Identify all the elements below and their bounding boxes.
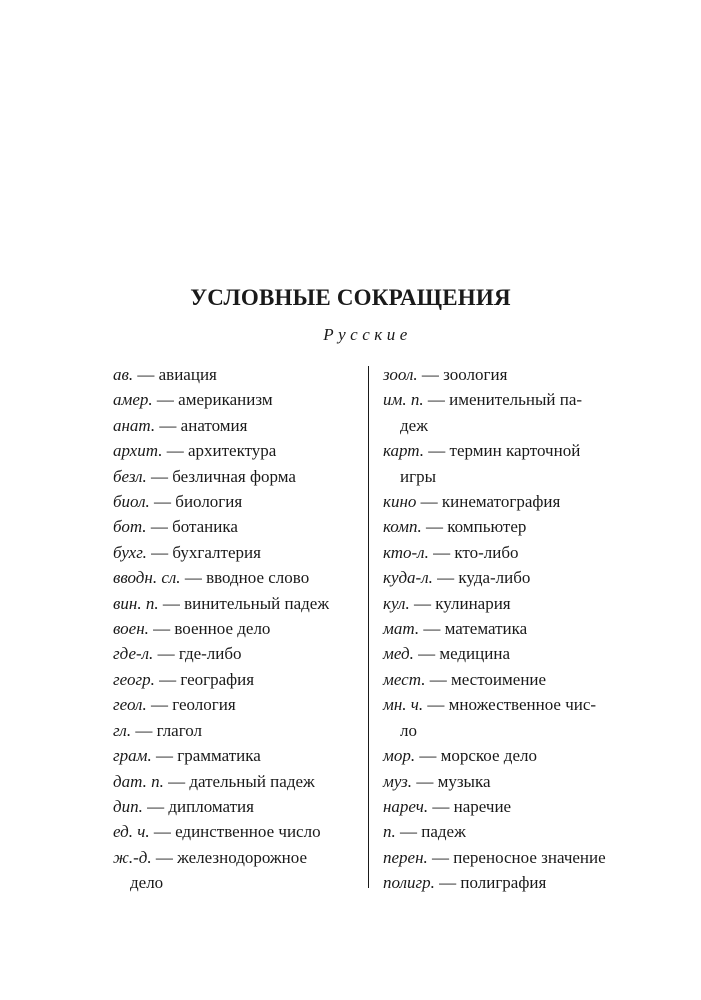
abbreviation-term: кул. bbox=[383, 593, 410, 613]
abbreviation-entry bbox=[113, 514, 355, 539]
dash-separator: — bbox=[162, 441, 188, 461]
abbreviation-entry bbox=[383, 438, 623, 463]
dash-separator: — bbox=[152, 390, 179, 410]
abbreviation-entry bbox=[383, 387, 623, 412]
abbreviation-meaning: множественное чис- bbox=[448, 695, 597, 715]
abbreviation-entry bbox=[113, 464, 355, 489]
abbreviation-term: карт. bbox=[383, 441, 425, 461]
abbreviation-entry bbox=[113, 845, 355, 870]
abbreviation-term: мест. bbox=[383, 669, 426, 689]
column-divider bbox=[368, 366, 369, 888]
dash-separator: — bbox=[151, 847, 178, 867]
abbreviation-meaning: военное дело bbox=[174, 619, 271, 639]
abbreviation-entry bbox=[383, 794, 623, 819]
dash-separator: — bbox=[158, 593, 185, 613]
abbreviation-meaning: архитектура bbox=[187, 441, 277, 461]
abbreviation-term: зоол. bbox=[383, 365, 418, 384]
abbreviation-entry bbox=[383, 743, 623, 768]
abbreviation-term: кто-л. bbox=[383, 542, 429, 562]
abbreviation-term: анат. bbox=[113, 415, 156, 435]
abbreviation-entry bbox=[383, 692, 623, 717]
abbreviation-term: мн. ч. bbox=[383, 695, 424, 715]
abbreviation-entry bbox=[113, 565, 355, 590]
abbreviation-meaning: полиграфия bbox=[460, 873, 547, 893]
abbreviation-meaning: математика bbox=[444, 619, 528, 639]
abbreviation-term: где-л. bbox=[113, 644, 154, 664]
abbreviation-entry bbox=[113, 718, 355, 743]
abbreviation-meaning: кулинария bbox=[435, 593, 511, 613]
abbreviation-term: ав. bbox=[113, 365, 134, 384]
abbreviation-term: бот. bbox=[113, 517, 147, 537]
dash-separator: — bbox=[415, 746, 441, 766]
dash-separator: — bbox=[423, 390, 450, 410]
abbreviation-term: геол. bbox=[113, 695, 147, 715]
dash-separator: — bbox=[153, 644, 179, 664]
dash-separator: — bbox=[154, 669, 181, 689]
abbreviation-meaning: медицина bbox=[439, 644, 510, 664]
abbreviation-entry bbox=[113, 692, 355, 717]
page-title: УСЛОВНЫЕ СОКРАЩЕНИЯ bbox=[190, 285, 511, 310]
dash-separator: — bbox=[155, 415, 181, 435]
abbreviation-meaning: куда-либо bbox=[458, 568, 531, 588]
abbreviation-entry bbox=[383, 362, 623, 387]
abbreviation-meaning: железнодорожное bbox=[177, 847, 308, 867]
abbreviation-meaning-continuation: дело bbox=[130, 873, 164, 893]
dash-separator: — bbox=[133, 365, 159, 384]
abbreviation-entry bbox=[383, 489, 623, 514]
abbreviation-term: гл. bbox=[113, 720, 132, 740]
abbreviation-entry bbox=[113, 667, 355, 692]
abbreviation-term: полигр. bbox=[383, 873, 435, 893]
abbreviation-meaning-continuation: игры bbox=[400, 466, 436, 486]
dash-separator: — bbox=[146, 695, 173, 715]
dash-separator: — bbox=[421, 517, 448, 537]
left-column bbox=[113, 362, 355, 896]
abbreviation-meaning: кто-либо bbox=[454, 542, 519, 562]
abbreviation-term: геогр. bbox=[113, 669, 155, 689]
abbreviation-meaning-continuation: ло bbox=[400, 720, 417, 740]
abbreviation-meaning: кинематография bbox=[441, 492, 561, 512]
abbreviation-meaning: бухгалтерия bbox=[172, 542, 261, 562]
abbreviation-entry bbox=[383, 870, 623, 895]
abbreviation-term: мор. bbox=[383, 746, 416, 766]
abbreviation-term: дат. п. bbox=[113, 771, 164, 791]
abbreviation-entry bbox=[113, 540, 355, 565]
abbreviation-meaning: наречие bbox=[453, 796, 512, 816]
abbreviation-term: мед. bbox=[383, 644, 414, 664]
abbreviation-entry bbox=[383, 845, 623, 870]
abbreviation-term: вин. п. bbox=[113, 593, 159, 613]
abbreviation-term: нареч. bbox=[383, 796, 429, 816]
abbreviation-meaning: местоимение bbox=[450, 669, 547, 689]
dash-separator: — bbox=[428, 796, 454, 816]
abbreviation-term: им. п. bbox=[383, 390, 424, 410]
dash-separator: — bbox=[424, 441, 450, 461]
dash-separator: — bbox=[149, 492, 176, 512]
dash-separator: — bbox=[163, 771, 190, 791]
dash-separator: — bbox=[142, 796, 169, 816]
abbreviation-term: вводн. сл. bbox=[113, 568, 181, 588]
abbreviation-meaning: дипломатия bbox=[168, 796, 254, 816]
abbreviation-entry bbox=[113, 413, 355, 438]
dash-separator: — bbox=[151, 746, 178, 766]
abbreviation-meaning: единственное число bbox=[175, 822, 321, 842]
abbreviation-meaning: безличная форма bbox=[172, 466, 296, 486]
abbreviation-term: дип. bbox=[113, 796, 143, 816]
abbreviation-entry bbox=[113, 387, 355, 412]
abbreviation-term: безл. bbox=[113, 466, 147, 486]
abbreviation-meaning: где-либо bbox=[178, 644, 242, 664]
abbreviation-term: муз. bbox=[383, 771, 413, 791]
section-subtitle: Русские bbox=[323, 325, 412, 344]
dash-separator: — bbox=[146, 542, 173, 562]
abbreviation-term: биол. bbox=[113, 492, 150, 512]
abbreviation-entry bbox=[383, 591, 623, 616]
dash-separator: — bbox=[395, 822, 422, 842]
dash-separator: — bbox=[146, 466, 173, 486]
abbreviation-term: перен. bbox=[383, 847, 428, 867]
abbreviation-meaning: вводное слово bbox=[206, 568, 310, 588]
abbreviation-meaning: именительный па- bbox=[449, 390, 583, 410]
abbreviation-meaning: геология bbox=[172, 695, 236, 715]
abbreviation-entry bbox=[113, 819, 355, 844]
abbreviation-meaning: грамматика bbox=[177, 746, 261, 766]
dash-separator: — bbox=[180, 568, 207, 588]
dash-separator: — bbox=[412, 771, 438, 791]
abbreviation-entry bbox=[383, 769, 623, 794]
abbreviation-meaning: музыка bbox=[437, 771, 491, 791]
dash-separator: — bbox=[148, 619, 175, 639]
abbreviation-term: кино bbox=[383, 492, 417, 512]
abbreviation-term: архит. bbox=[113, 441, 163, 461]
abbreviation-term: мат. bbox=[383, 619, 420, 639]
dash-separator: — bbox=[427, 847, 454, 867]
dash-separator: — bbox=[413, 644, 440, 664]
dash-separator: — bbox=[416, 492, 442, 512]
abbreviation-term: грам. bbox=[113, 746, 152, 766]
abbreviation-term: амер. bbox=[113, 390, 153, 410]
abbreviation-term: п. bbox=[383, 822, 396, 842]
abbreviation-meaning: морское дело bbox=[440, 746, 537, 766]
dash-separator: — bbox=[419, 619, 445, 639]
abbreviation-meaning: дательный падеж bbox=[189, 771, 315, 791]
dash-separator: — bbox=[417, 365, 444, 384]
abbreviation-meaning: зоология bbox=[443, 365, 508, 384]
abbreviation-meaning: компьютер bbox=[447, 517, 527, 537]
abbreviation-term: куда-л. bbox=[383, 568, 433, 588]
abbreviation-entry bbox=[113, 489, 355, 514]
dash-separator: — bbox=[146, 517, 173, 537]
abbreviation-entry bbox=[113, 616, 355, 641]
dash-separator: — bbox=[432, 568, 459, 588]
abbreviation-entry bbox=[383, 565, 623, 590]
abbreviation-entry bbox=[383, 667, 623, 692]
abbreviation-meaning: ботаника bbox=[172, 517, 238, 537]
dash-separator: — bbox=[428, 542, 455, 562]
abbreviation-entry bbox=[383, 641, 623, 666]
dash-separator: — bbox=[409, 593, 436, 613]
dash-separator: — bbox=[434, 873, 461, 893]
abbreviation-meaning: переносное значение bbox=[453, 847, 606, 867]
abbreviation-meaning: падеж bbox=[421, 822, 466, 842]
abbreviation-meaning: глагол bbox=[156, 720, 203, 740]
abbreviation-term: ж.-д. bbox=[113, 847, 152, 867]
abbreviation-meaning: биология bbox=[175, 492, 243, 512]
abbreviation-term: комп. bbox=[383, 517, 422, 537]
abbreviation-entry bbox=[113, 438, 355, 463]
abbreviation-entry bbox=[383, 540, 623, 565]
abbreviation-entry bbox=[113, 743, 355, 768]
abbreviation-entry bbox=[113, 769, 355, 794]
abbreviation-term: ед. ч. bbox=[113, 822, 150, 842]
abbreviation-entry bbox=[383, 616, 623, 641]
dash-separator: — bbox=[131, 720, 157, 740]
abbreviation-term: бухг. bbox=[113, 542, 147, 562]
abbreviation-meaning: авиация bbox=[158, 365, 217, 384]
abbreviation-meaning: география bbox=[180, 669, 255, 689]
abbreviation-entry bbox=[383, 514, 623, 539]
abbreviation-entry bbox=[113, 591, 355, 616]
abbreviation-term: воен. bbox=[113, 619, 149, 639]
abbreviation-meaning: американизм bbox=[178, 390, 273, 410]
abbreviation-entry bbox=[383, 819, 623, 844]
abbreviation-entry bbox=[113, 641, 355, 666]
dash-separator: — bbox=[423, 695, 449, 715]
abbreviation-meaning: анатомия bbox=[180, 415, 248, 435]
dash-separator: — bbox=[425, 669, 451, 689]
dash-separator: — bbox=[149, 822, 176, 842]
abbreviation-meaning: термин карточной bbox=[449, 441, 581, 461]
abbreviation-entry bbox=[113, 362, 355, 387]
abbreviation-meaning: винительный падеж bbox=[184, 593, 330, 613]
abbreviation-meaning-continuation: деж bbox=[400, 415, 428, 435]
abbreviation-entry bbox=[113, 794, 355, 819]
right-column bbox=[383, 362, 623, 896]
